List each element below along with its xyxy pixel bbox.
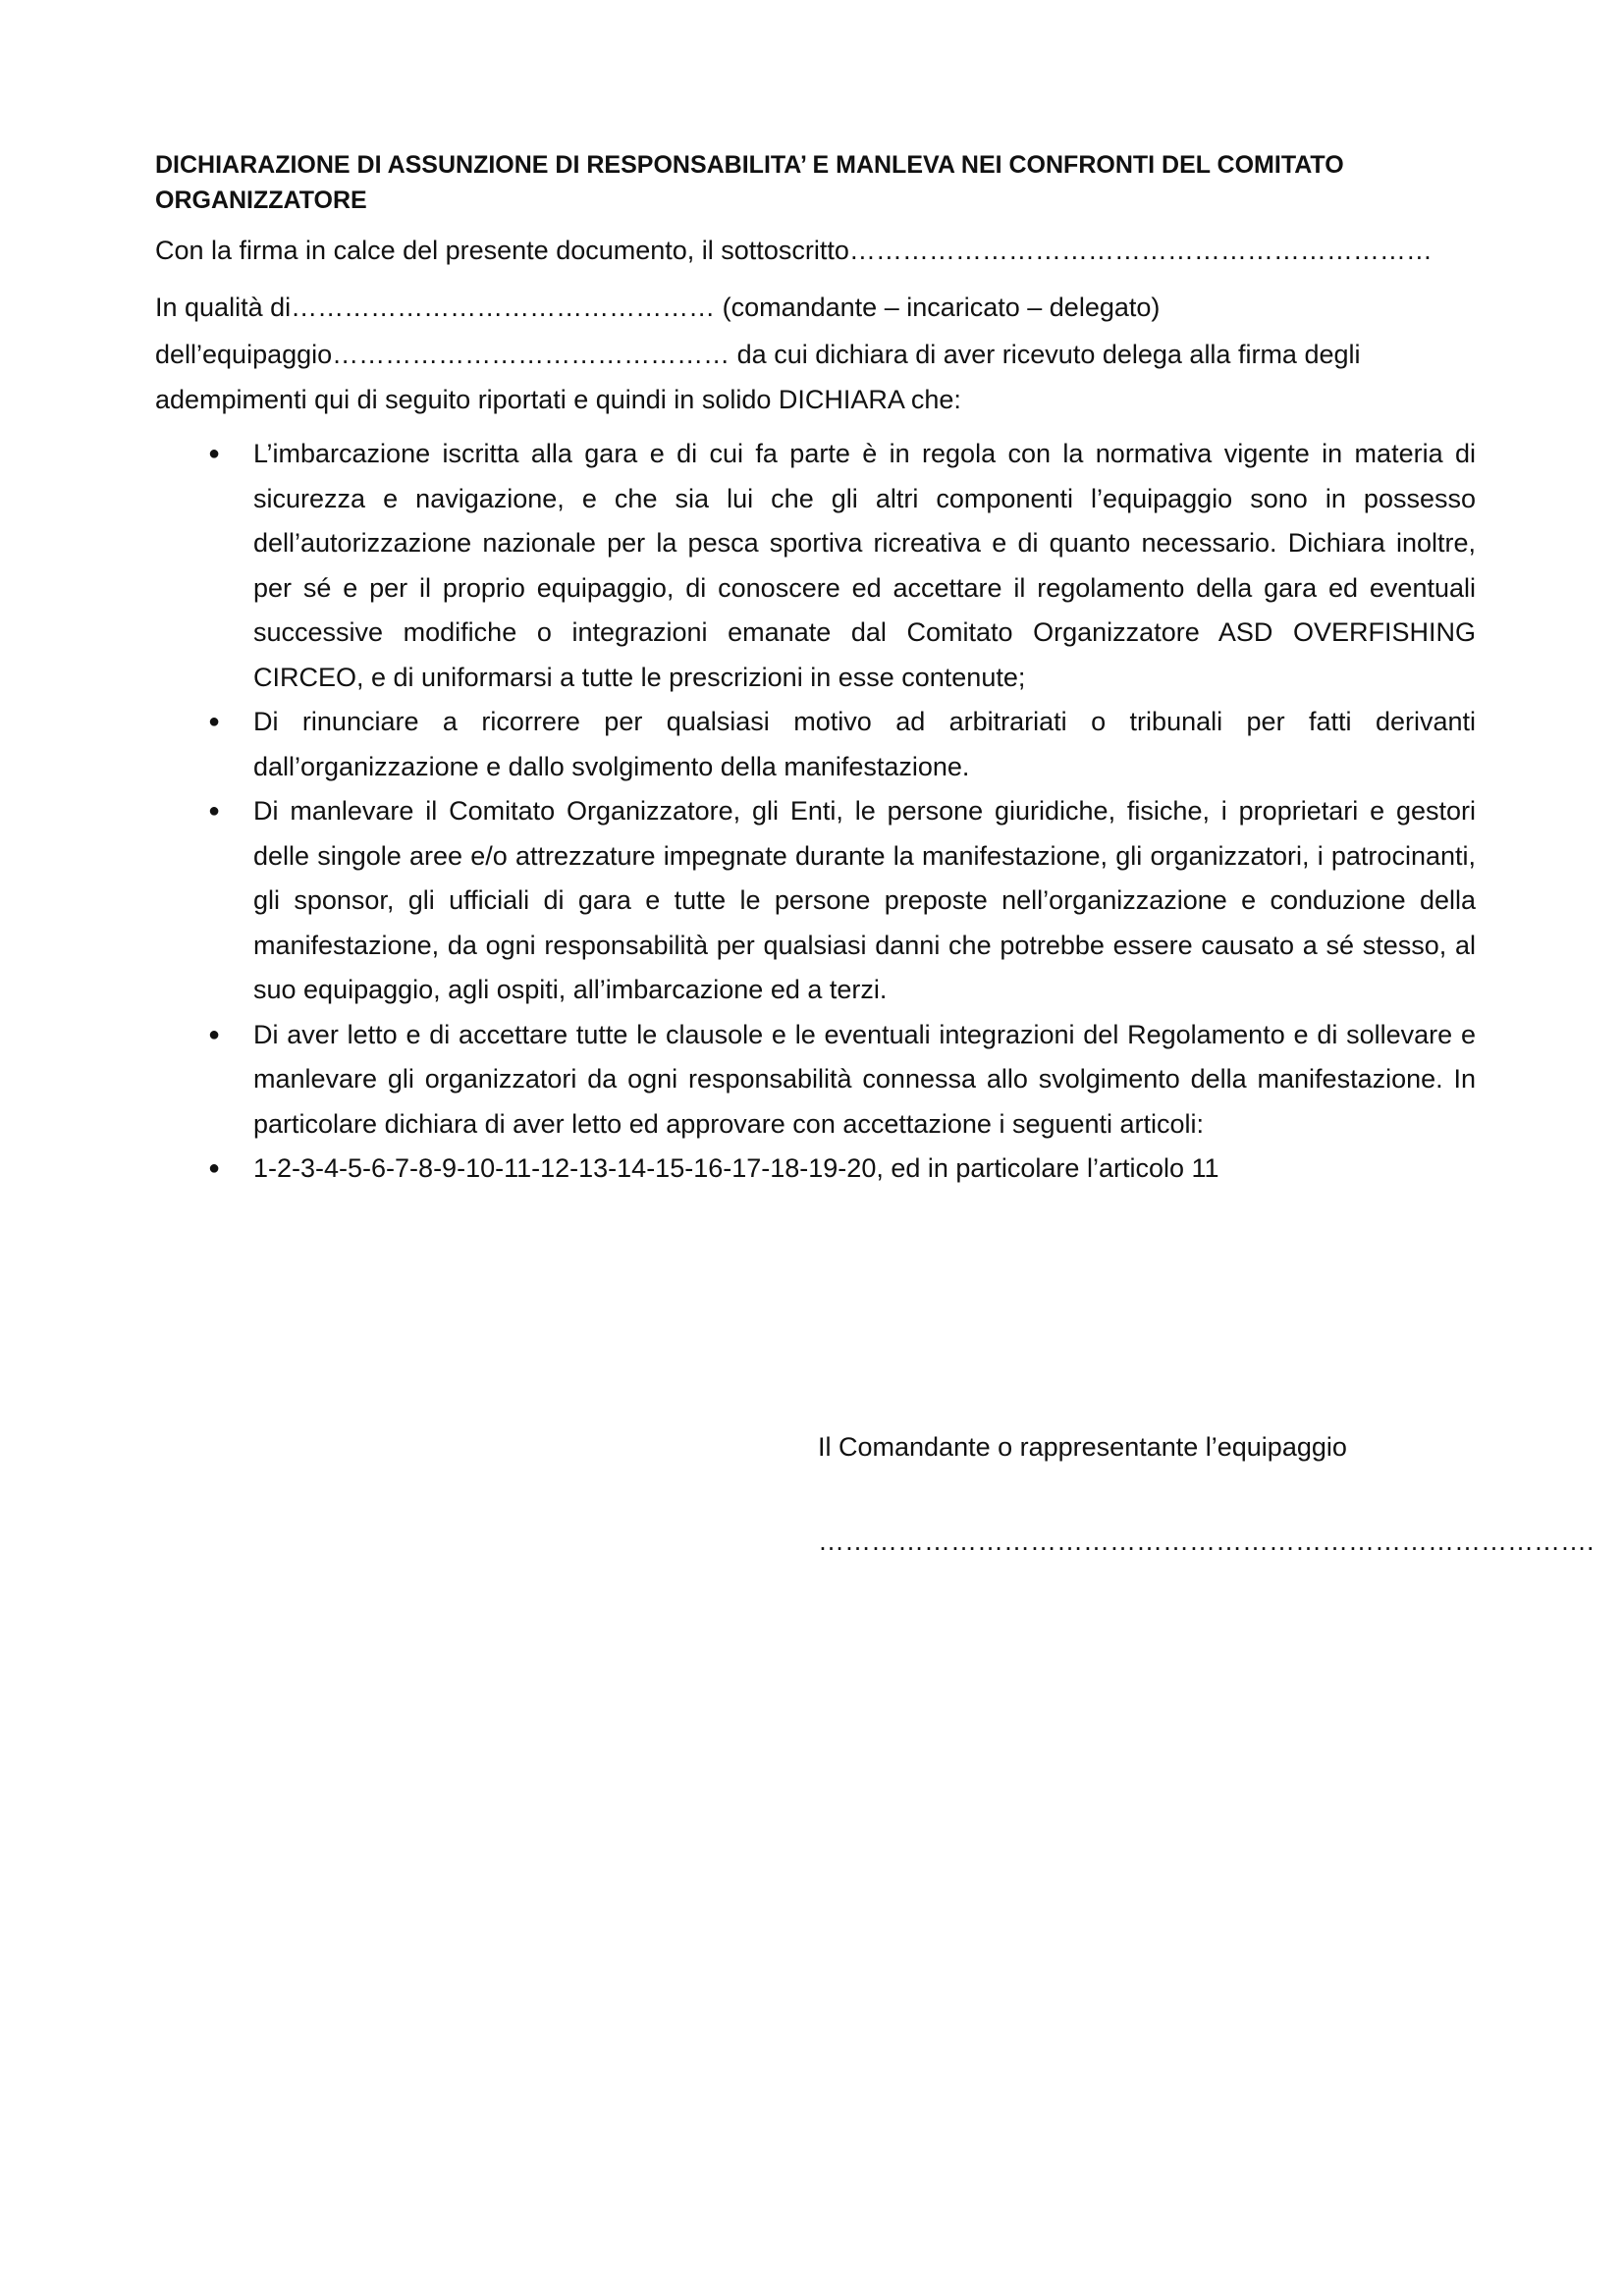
document-title: DICHIARAZIONE DI ASSUNZIONE DI RESPONSABILITA’ E MANLEVA NEI CONFRONTI DEL COMITATO ORGANIZZATORE xyxy=(155,151,1344,214)
bullet-icon: ● xyxy=(207,443,221,464)
bullet-icon: ● xyxy=(207,1023,221,1045)
list-item-text: Di manlevare il Comitato Organizzatore, gli Enti, le persone giuridiche, fisiche, i proprietari e gestori delle singole aree e/o attrezzature impegnate durante la manifestazione, gli organizzatori, i patrocinanti, gli sponsor, gli ufficiali di gara e tutte le persone preposte nell’organizzazione e conduzione della manifestazione, da ogni responsabilità per qualsiasi danni che potrebbe essere causato a sé stesso, al suo equipaggio, agli ospiti, all’imbarcazione ed a terzi. xyxy=(253,796,1476,1004)
list-item-text: L’imbarcazione iscritta alla gara e di cui fa parte è in regola con la normativa vigente in materia di sicurezza e navigazione, e che sia lui che gli altri componenti l’equipaggio sono in possesso dell’autorizzazione nazionale per la pesca sportiva ricreativa e di quanto necessario. Dichiara inoltre, per sé e per il proprio equipaggio, di conoscere ed accettare il regolamento della gara ed eventuali successive modifiche o integrazioni emanate dal Comitato Organizzatore ASD OVERFISHING CIRCEO, e di uniformarsi a tutte le prescrizioni in esse contenute; xyxy=(253,439,1476,692)
list-item xyxy=(155,432,1476,700)
list-item-text: Di rinunciare a ricorrere per qualsiasi motivo ad arbitrariati o tribunali per fatti derivanti dall’organizzazione e dallo svolgimento della manifestazione. xyxy=(253,707,1476,781)
bullet-icon: ● xyxy=(207,1157,221,1179)
list-item-text: 1-2-3-4-5-6-7-8-9-10-11-12-13-14-15-16-17-18-19-20, ed in particolare l’articolo 11 xyxy=(253,1153,1219,1183)
signature-label: Il Comandante o rappresentante l’equipaggio xyxy=(818,1432,1347,1462)
role-line: In qualità di………………………………………… (comandante – incaricato – delegato) xyxy=(155,293,1161,322)
declaration-intro: adempimenti qui di seguito riportati e quindi in solido DICHIARA che: xyxy=(155,385,961,414)
signer-line: Con la firma in calce del presente documento, il sottoscritto………………………………………………………… xyxy=(155,236,1433,265)
crew-line: dell’equipaggio……………………………………… da cui dichiara di aver ricevuto delega alla firma degli xyxy=(155,340,1361,369)
bullet-icon: ● xyxy=(207,800,221,822)
list-item-text: Di aver letto e di accettare tutte le clausole e le eventuali integrazioni del Regolamento e di sollevare e manlevare gli organizzatori da ogni responsabilità connessa allo svolgimento della manifestazione. In particolare dichiara di aver letto ed approvare con accettazione i seguenti articoli: xyxy=(253,1019,1476,1139)
list-item xyxy=(155,1147,1476,1192)
signature-line: ……………………………………………………………………………. xyxy=(818,1526,1595,1556)
list-item xyxy=(155,700,1476,789)
declaration-list xyxy=(155,432,1476,1192)
bullet-icon: ● xyxy=(207,711,221,732)
list-item xyxy=(155,1013,1476,1148)
list-item xyxy=(155,789,1476,1013)
